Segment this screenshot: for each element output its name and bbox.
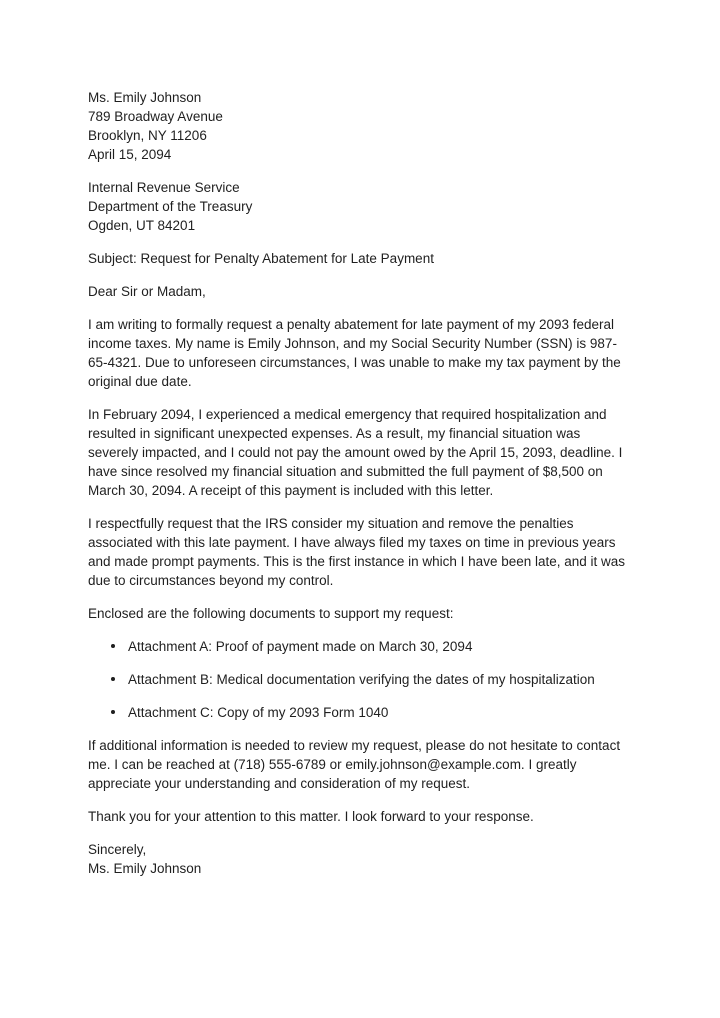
salutation: Dear Sir or Madam, xyxy=(88,284,206,299)
recipient-city: Ogden, UT 84201 xyxy=(88,218,196,233)
recipient-dept: Department of the Treasury xyxy=(88,199,253,214)
paragraph-intro: I am writing to formally request a penalty abatement for late payment of my 2093 federal income taxes. My name is Emily Johnson, and my Social Security Number (SSN) is 987-65-4321. Due to unforeseen circumstances, I was unable to make my tax payment by the original due date. xyxy=(88,317,621,389)
attachment-item-a xyxy=(88,637,633,656)
attachment-list xyxy=(88,637,633,722)
letter-body xyxy=(88,88,633,878)
paragraph-circumstances: In February 2094, I experienced a medical emergency that required hospitalization and resulted in significant unexpected expenses. As a result, my financial situation was severely impacted, and I could not pay the amount owed by the April 15, 2093, deadline. I have since resolved my financial situation and submitted the full payment of $8,500 on March 30, 2094. A receipt of this payment is included with this letter. xyxy=(88,407,623,498)
attachment-item-a-label: Attachment A: Proof of payment made on March 30, 2094 xyxy=(128,639,473,654)
sender-street: 789 Broadway Avenue xyxy=(88,109,223,124)
subject-line: Subject: Request for Penalty Abatement for Late Payment xyxy=(88,251,434,266)
recipient-org: Internal Revenue Service xyxy=(88,180,240,195)
signoff: Sincerely, xyxy=(88,842,147,857)
signature-name: Ms. Emily Johnson xyxy=(88,861,202,876)
recipient-block xyxy=(88,178,633,235)
paragraph-request: I respectfully request that the IRS consider my situation and remove the penalties associated with this late payment. I have always filed my taxes on time in previous years and made prompt payments. This is the first instance in which I have been late, and it was due to circumstances beyond my control. xyxy=(88,516,626,588)
bullet-icon xyxy=(111,677,115,681)
attachment-item-b-label: Attachment B: Medical documentation verifying the dates of my hospitalization xyxy=(128,672,595,687)
sender-city: Brooklyn, NY 11206 xyxy=(88,128,207,143)
enclosure-intro: Enclosed are the following documents to support my request: xyxy=(88,606,454,621)
attachment-item-c-label: Attachment C: Copy of my 2093 Form 1040 xyxy=(128,705,389,720)
paragraph-contact: If additional information is needed to review my request, please do not hesitate to contact me. I can be reached at (718) 555-6789 or emily.johnson@example.com. I greatly appreciate your understanding and consideration of my request. xyxy=(88,738,621,791)
bullet-icon xyxy=(111,710,115,714)
attachment-item-c xyxy=(88,703,633,722)
closing-block xyxy=(88,840,633,878)
letter-date: April 15, 2094 xyxy=(88,147,172,162)
sender-block xyxy=(88,88,633,164)
bullet-icon xyxy=(111,644,115,648)
sender-name: Ms. Emily Johnson xyxy=(88,90,202,105)
attachment-item-b xyxy=(88,670,633,689)
paragraph-thanks: Thank you for your attention to this matter. I look forward to your response. xyxy=(88,809,534,824)
